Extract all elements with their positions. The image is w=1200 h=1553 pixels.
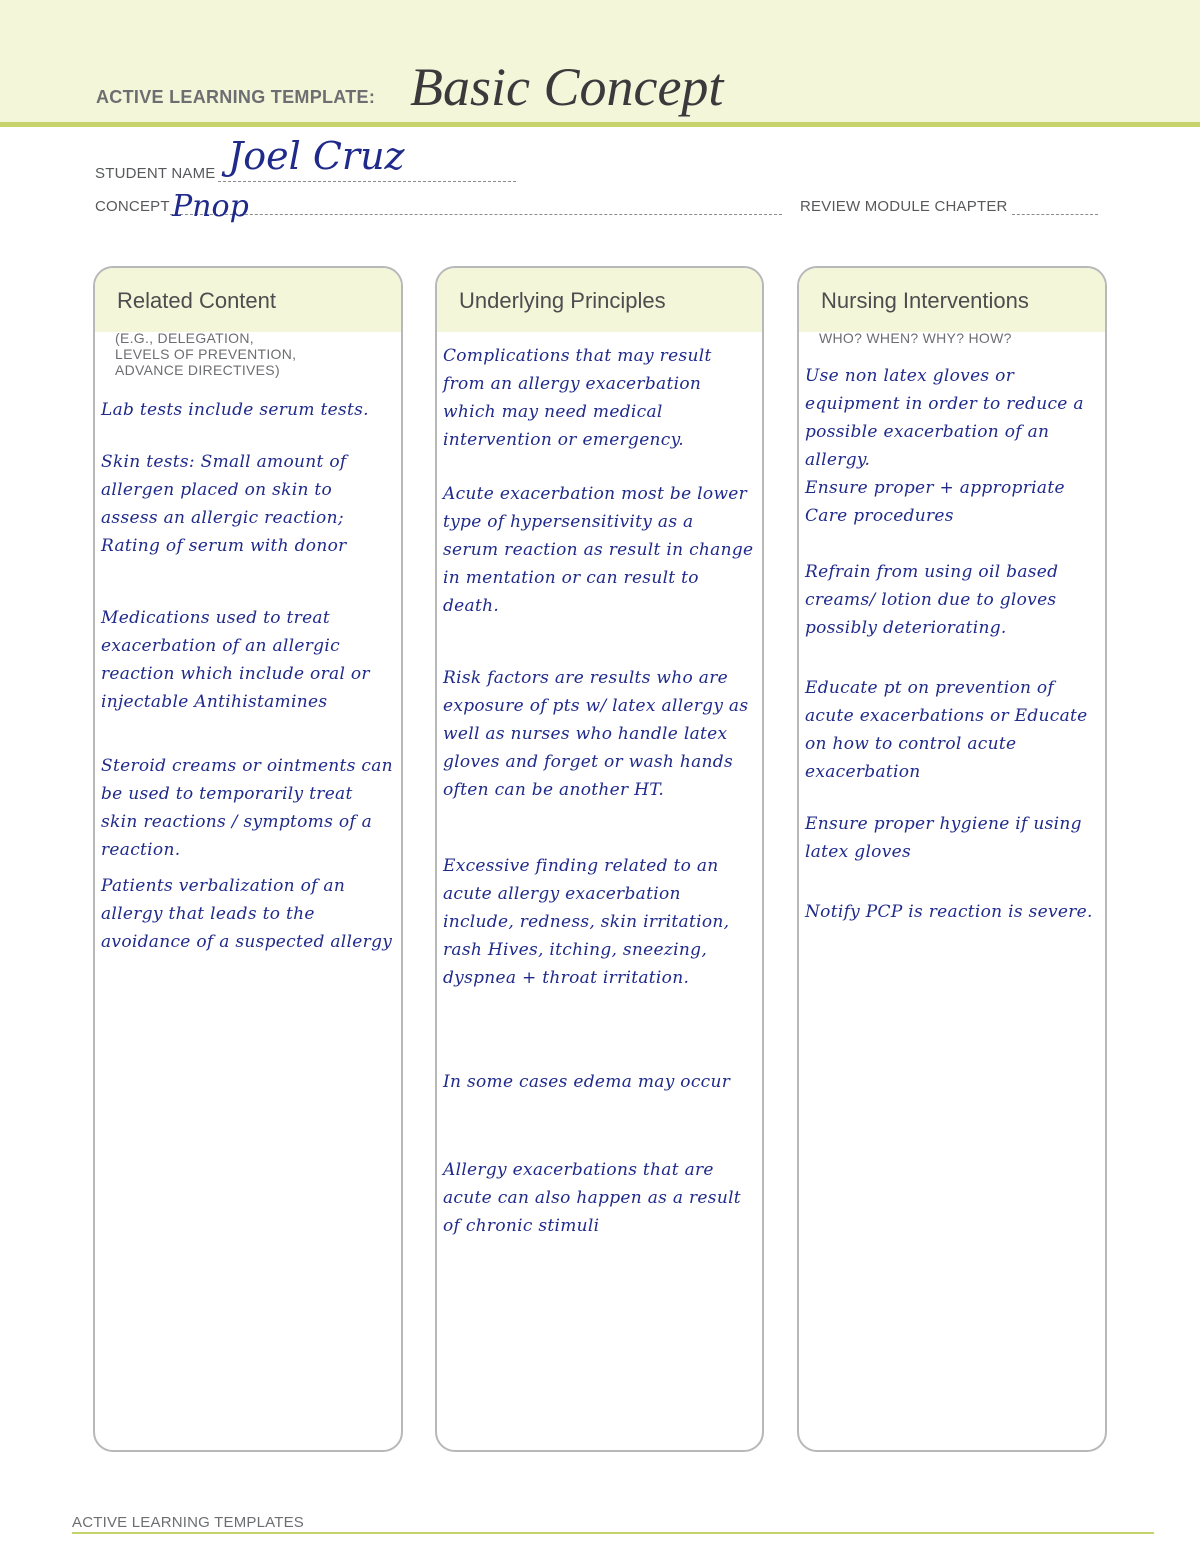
nursing-note[interactable]: Educate pt on prevention of acute exacerbations or Educate on how to control acute exacerbation — [805, 678, 1088, 782]
principles-note[interactable]: Risk factors are results who are exposure of pts w/ latex allergy as well as nurses who handle latex gloves and forget or wash hands often can be another HT. — [443, 668, 749, 800]
student-name-value[interactable]: Joel Cruz — [228, 134, 405, 178]
underlying-principles-panel — [435, 266, 764, 1452]
nursing-note[interactable]: Use non latex gloves or equipment in order to reduce a possible exacerbation of an allergy. — [805, 366, 1084, 470]
related-content-panel — [93, 266, 403, 1452]
concept-value[interactable]: Pnop — [172, 189, 249, 224]
nursing-note[interactable]: Notify PCP is reaction is severe. — [805, 902, 1093, 922]
nursing-note[interactable]: Ensure proper + appropriate Care procedures — [805, 478, 1065, 526]
related-subtitle-line: LEVELS OF PREVENTION, — [115, 346, 297, 362]
related-note[interactable]: Lab tests include serum tests. — [101, 400, 369, 420]
principles-note[interactable]: In some cases edema may occur — [443, 1072, 731, 1092]
principles-note[interactable]: Acute exacerbation most be lower type of hypersensitivity as a serum reaction as result in change in mentation or can result to death. — [443, 484, 754, 616]
related-subtitle-line: (E.G., DELEGATION, — [115, 330, 254, 346]
review-module-label: REVIEW MODULE CHAPTER — [800, 198, 1008, 215]
related-note[interactable]: Medications used to treat exacerbation of an allergic reaction which include oral or injectable Antihistamines — [101, 608, 370, 712]
student-name-line — [218, 181, 516, 182]
nursing-interventions-panel — [797, 266, 1107, 1452]
footer-label: ACTIVE LEARNING TEMPLATES — [72, 1514, 304, 1531]
student-name-label: STUDENT NAME — [95, 165, 216, 182]
nursing-note[interactable]: Refrain from using oil based creams/ lotion due to gloves possibly deteriorating. — [805, 562, 1059, 638]
nursing-interventions-title: Nursing Interventions — [821, 288, 1029, 313]
related-note[interactable]: Skin tests: Small amount of allergen placed on skin to assess an allergic reaction; Rating of serum with donor — [101, 452, 347, 556]
footer-divider — [72, 1532, 1154, 1534]
related-content-title: Related Content — [117, 288, 276, 313]
principles-note[interactable]: Allergy exacerbations that are acute can also happen as a result of chronic stimuli — [443, 1160, 741, 1236]
related-content-subtitle — [115, 330, 296, 378]
principles-note[interactable]: Excessive finding related to an acute allergy exacerbation include, redness, skin irritation, rash Hives, itching, sneezing, dyspnea + throat irritation. — [443, 856, 730, 988]
template-label: ACTIVE LEARNING TEMPLATE: — [96, 87, 376, 107]
underlying-principles-title: Underlying Principles — [459, 288, 666, 313]
nursing-interventions-subtitle — [819, 330, 1012, 346]
related-note[interactable]: Patients verbalization of an allergy that leads to the avoidance of a suspected allergy — [101, 876, 393, 952]
header-divider — [0, 122, 1200, 127]
concept-label: CONCEPT — [95, 198, 170, 215]
template-title: Basic Concept — [410, 57, 724, 117]
related-subtitle-line: ADVANCE DIRECTIVES) — [115, 362, 280, 378]
principles-note[interactable]: Complications that may result from an allergy exacerbation which may need medical intervention or emergency. — [443, 346, 712, 450]
concept-line — [170, 214, 782, 215]
nursing-note[interactable]: Ensure proper hygiene if using latex gloves — [805, 814, 1082, 862]
review-module-line[interactable] — [1012, 214, 1098, 215]
nursing-subtitle-line: WHO? WHEN? WHY? HOW? — [819, 330, 1012, 346]
related-note[interactable]: Steroid creams or ointments can be used to temporarily treat skin reactions / symptoms of a reaction. — [101, 756, 393, 860]
